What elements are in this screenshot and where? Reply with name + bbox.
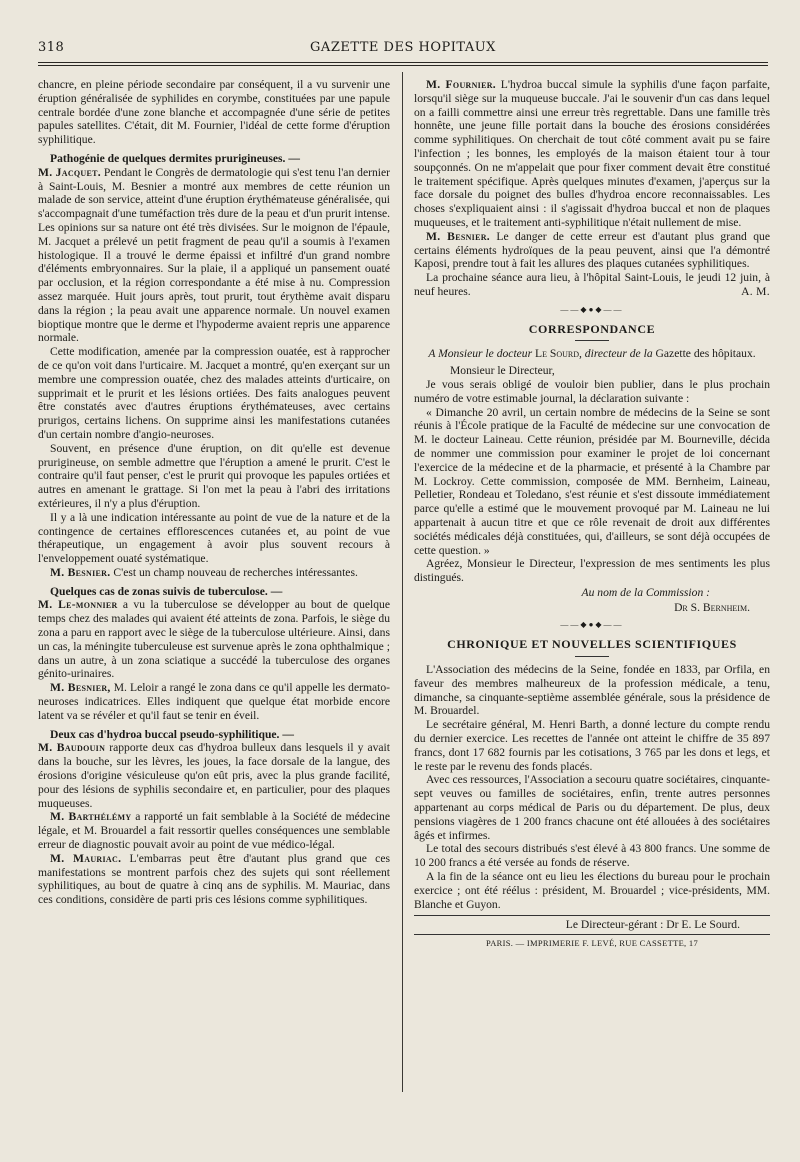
paragraph-text: a rapporté un fait semblable à la Société de médecine légale, et M. Brouardel a fait ressortir quelles conséquences une semblable erreur de diagnostic pouvait avoir au point de vue médico-légal. (38, 810, 390, 852)
paragraph: Le total des secours distribués s'est élevé à 43 800 francs. Une somme de 10 200 francs a été versée au fonds de réserve. (414, 842, 770, 870)
paragraph: Agréez, Monsieur le Directeur, l'expression de mes sentiments les plus distingués. (414, 557, 770, 585)
speaker-name: M. Fournier. (426, 78, 496, 91)
paragraph: A la fin de la séance ont eu lieu les élections du bureau pour le prochain exercice ; ont été réélus : président, M. Brouardel ; vice-présidents, MM. Blanche et Guyon. (414, 870, 770, 911)
left-column (38, 78, 390, 907)
paragraph (414, 271, 770, 299)
speaker-name: M. Mauriac. (50, 851, 122, 865)
initials-signature: A. M. (741, 284, 770, 298)
section-title-chronique: CHRONIQUE ET NOUVELLES SCIENTIFIQUES (447, 637, 737, 652)
paragraph: Cette modification, amenée par la compression ouatée, est à rapprocher de ce qu'on voit dans l'urticaire. M. Jacquet a montré, qu'en exerçant sur un membre une compression ouatée, chez des malades atteints d'urticaire, on supprimait et le prurit et les lésions ortiées. Des faits analogues peuvent être constatés avec d'autres éruptions érythémateuses, avec certains prurigos, certains lichens. On supprime ainsi les manifestations cutanées d'un certain nombre d'angio-neuroses. (38, 345, 390, 441)
header-rule-2 (38, 65, 768, 66)
page-header (38, 40, 768, 62)
paragraph: Il y a là une indication intéressante au point de vue de la nature et de la contingence de certaines efflorescences cutanées et, au point de vue thérapeutique, un engagement à avoir plus souvent recours à l'enveloppement ouaté systématique. (38, 510, 390, 566)
paragraph (414, 230, 770, 271)
section-ornament: ——◆●◆—— (560, 304, 624, 314)
paragraph: Avec ces ressources, l'Association a secouru quatre sociétaires, cinquante-sept veuves ou familles de sociétaires, enfin, trente autres personnes appartenant au corps médical de Paris ou du département. De plus, deux pensions viagères de 1 200 francs chacune ont été allouées à des sociétaires âgés et infirmes. (414, 773, 770, 842)
paragraph (38, 681, 390, 722)
addressee-name: Le Sourd (535, 347, 579, 361)
paragraph (38, 810, 390, 851)
paragraph (38, 566, 390, 580)
paragraph-text: M. Leloir a rangé le zona dans ce qu'il appelle les dermato-neuroses indicatrices. Elles indiquent que quelque état morbide encore latent va se révéler et qu'il faut se tenir en éveil. (38, 681, 391, 722)
short-rule (575, 340, 609, 341)
letter-signature: Dr S. Bernheim. (674, 600, 750, 614)
header-rule (38, 62, 768, 63)
speaker-name: M. Besnier, (50, 681, 111, 695)
addressee-journal: Gazette des hôpitaux. (655, 347, 756, 361)
speaker-name: M. Le-monnier (38, 598, 118, 612)
right-column (414, 78, 770, 951)
section-heading: Quelques cas de zonas suivis de tuberculose. — (50, 584, 283, 598)
speaker-name: M. Jacquet. (38, 165, 101, 179)
addressee-part: , directeur de la (579, 347, 656, 361)
paragraph: Souvent, en présence d'une éruption, on dit qu'elle est devenue prurigineuse, on semble admettre que l'éruption a amené le prurit. C'est le contraire qu'il faut penser, c'est le prurit qui provoque les papules ortiées et autres en amenant le grattage. Si l'on met la peau à l'abri des irritations extérieures, il n'y a plus d'éruption. (38, 441, 390, 510)
speaker-name: M. Besnier. (426, 229, 490, 243)
speaker-name: M. Baudouin (38, 741, 106, 755)
section-heading: Deux cas d'hydroa buccal pseudo-syphilitique. — (50, 727, 294, 741)
commission-line: Au nom de la Commission : (581, 585, 710, 599)
journal-title: GAZETTE DES HOPITAUX (310, 40, 496, 55)
short-rule (575, 656, 609, 657)
paragraph (38, 852, 390, 907)
salutation: Monsieur le Directeur, (450, 364, 555, 378)
paragraph-text: C'est un champ nouveau de recherches intéressantes. (110, 565, 358, 579)
imprint-rule (414, 934, 770, 935)
section-ornament: ——◆●◆—— (560, 620, 624, 630)
column-divider (402, 72, 403, 1092)
paragraph (38, 598, 390, 681)
letter-addressee (414, 347, 770, 361)
page-number: 318 (38, 40, 65, 55)
speaker-name: M. Barthélémy (50, 810, 132, 824)
paragraph-text: rapporte deux cas d'hydroa bulleux dans lesquels il y avait dans la bouche, sur les lèvres, les joues, la face dorsale de la langue, des érosions d'origine vésiculeuse qu'on eût pris, avec la plus grande facilité, pour des lésions de syphilis secondaire et, en particulier, pour des plaques muqueuses. (38, 741, 390, 810)
paragraph (414, 78, 770, 230)
paragraph: L'Association des médecins de la Seine, fondée en 1833, par Orfila, en faveur des membres malheureux de la profession médicale, a tenu, dimanche, sa cinquante-septième assemblée générale, sous la présidence de M. Brouardel. (414, 663, 770, 718)
paragraph (38, 741, 390, 810)
section-heading: Pathogénie de quelques dermites prurigineuses. — (50, 151, 300, 165)
director-gerant: Le Directeur-gérant : Dr E. Le Sourd. (565, 918, 740, 932)
paragraph-text: Le danger de cette erreur est d'autant plus grand que certains éléments hydroïques de la peau peuvent, ainsi que l'a démontré Kaposi, prendre tout à fait les allures des plaques cutanées syphilitiques. (414, 229, 770, 271)
speaker-name: M. Besnier. (50, 565, 111, 579)
paragraph-text: Pendant le Congrès de dermatologie qui s'est tenu l'an dernier à Saint-Louis, M. Besnier a montré aux membres de cette réunion un malade de son service, atteint d'une éruption érythémateuse généralisée, qui s'accompagnait d'une tuméfaction très dure de la peau et d'un prurit intense. Les opinions sur sa nature ont été très divisées. Sur le moignon de l'épaule, M. Jacquet a prélevé un petit fragment de peau qu'il a soumis à l'examen histologique. Il a trouvé le derme épaissi et infiltré d'un grand nombre d'éléments embryonnaires. Sur la plaie, il a appliqué un pansement ouaté par occlusion, et la région correspondante a été mise à nu. Compression assez marquée. Huit jours après, tout prurit, tout érythème avait disparu dans la région ; la peau avait une apparence normale. Un nouvel examen bioptique montre que le derme et l'hypoderme avaient repris une apparence normale. (38, 165, 390, 345)
paragraph-text: L'embarras peut être d'autant plus grand que ces manifestations se montrent parfois chez des sujets qui sont réellement syphilitiques, au bout de quatre à cinq ans de syphilis. M. Mauriac, dans ces conditions, considère de parti pris ces lésions comme syphilitiques. (38, 851, 390, 907)
paragraph-text: a vu la tuberculose se développer au bout de quelque temps chez des malades qui avaient été atteints de zona. Parfois, le siège du zona a paru en rapport avec le siège de la tuberculose ultérieure. Ainsi, dans un cas, la méningite tuberculeuse est survenue après le zona ophthalmique ; dans un autre, à un zona sciatique a succédé la tuberculose des organes génito-urinaires. (38, 598, 390, 681)
paragraph: « Dimanche 20 avril, un certain nombre de médecins de la Seine se sont réunis à l'École pratique de la Faculté de médecine sur une convocation de M. le docteur Laineau. Cette réunion, présidée par M. Bourneville, décida de nommer une commission pour examiner le projet de loi concernant l'exercice de la médecine et de la pharmacie, et présenté à la Chambre par M. Lockroy. Cette commission, composée de MM. Bernheim, Laineau, Pelletier, Rondeau et Toledano, s'est réunie et s'est dissoute immédiatement parce qu'elle a estimé que le mouvement provoqué par M. Laineau ne lui appartenait à aucun titre et que ce rôle revenait de droit aux différentes sociétés médicales déjà constituées, qui, d'ailleurs, se sont déjà occupées de cette question. » (414, 405, 770, 557)
printer-imprint: PARIS. — IMPRIMERIE F. LEVÉ, RUE CASSETTE, 17 (485, 938, 699, 949)
paragraph (38, 166, 390, 345)
paragraph: Je vous serais obligé de vouloir bien publier, dans le plus prochain numéro de votre estimable journal, la déclaration suivante : (414, 377, 770, 405)
paragraph: Le secrétaire général, M. Henri Barth, a donné lecture du compte rendu du dernier exercice. Les recettes de l'année ont atteint le chiffre de 35 897 francs, dont 17 682 fournis par les cotisations, 3 765 par les dons et legs, et le reste par le revenu des fonds placés. (414, 718, 770, 773)
section-title-correspondance: CORRESPONDANCE (528, 321, 656, 336)
paragraph-text: L'hydroa buccal simule la syphilis d'une façon parfaite, lorsqu'il siège sur la muqueuse buccale. J'ai le souvenir d'un cas dans lequel on a failli commettre ainsi une erreur très regrettable. Dans une famille très honnête, une jeune fille portait dans la bouche des érosions considérées comme syphilitiques. On cherchait de tout côté comment avait pu se faire l'infection ; les bonnes, les employés de la maison étaient tour à tour soupçonnés. On ne m'appelait que pour fixer comment devait être constitué le traitement spécifique. Après quelques minutes d'examen, j'aperçus sur la face dorsale du poignet des bulles d'hydroa encore reconnaissables. Les choses s'expliquaient ainsi : il s'agissait d'hydroa buccal et non de plaques muqueuses, et le traitement anti-syphilitique n'était nullement de mise. (414, 78, 770, 229)
paragraph-text: La prochaine séance aura lieu, à l'hôpital Saint-Louis, le jeudi 12 juin, à neuf heures. (414, 271, 770, 298)
footer-rule (414, 915, 770, 951)
addressee-part: A Monsieur le docteur (428, 347, 536, 361)
paragraph: chancre, en pleine période secondaire par conséquent, il a vu survenir une éruption généralisée de syphilides en corymbe, constituées par une papule centrale bordée d'une zone blanche et accompagnée d'une série de petites papules satellites. C'était, dit M. Fournier, l'idéal de cette forme d'éruption syphilitique. (38, 78, 390, 147)
